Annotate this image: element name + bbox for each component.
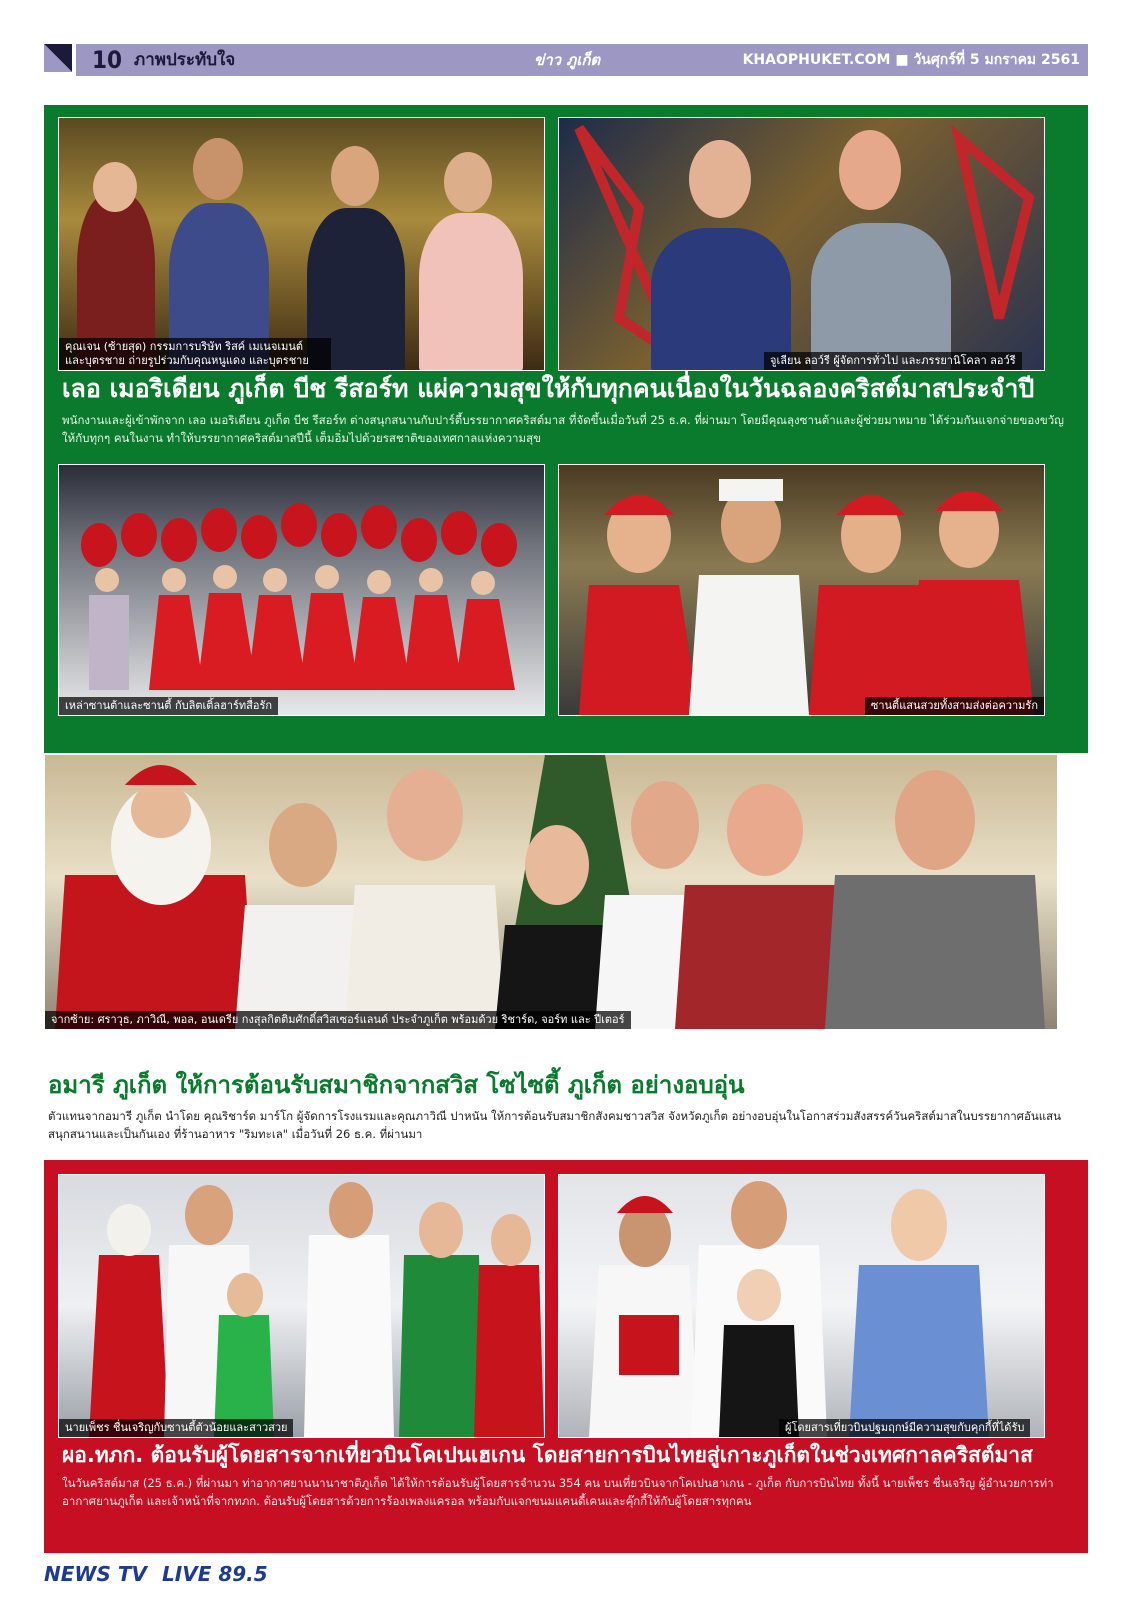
- story-title: ผอ.ทภก. ต้อนรับผู้โดยสารจากเที่ยวบินโคเปนเฮเกน โดยสายการบินไทยสู่เกาะภูเก็ตในช่วงเทศกาลคริสต์มาส: [62, 1443, 1033, 1467]
- news-tv-logo: NEWS TV: [44, 1562, 147, 1586]
- photo-caption: เหล่าซานต้าและซานตี้ กับลิตเติ้ลฮาร์ทสื่อรัก: [59, 697, 278, 715]
- photo-caption: ซานตี้แสนสวยทั้งสามส่งต่อความรัก: [865, 697, 1044, 715]
- photo-swiss-society-group: [44, 754, 1058, 1030]
- footer-logos: [44, 1562, 268, 1590]
- story-body: ตัวแทนจากอมารี ภูเก็ต นำโดย คุณริชาร์ด มาร์โก ผู้จัดการโรงแรมและคุณภาวิณี ปาหนัน ให้การต้อนรับสมาชิกสังคมชาวสวิส จังหวัดภูเก็ต อย่างอบอุ่นในโอกาสร่วมสังสรรค์วันคริสต์มาสในบรรยากาศอันแสนสนุกสนานและเป็นกันเอง ที่ร้านอาหาร "ริมทะเล" เมื่อวันที่ 26 ธ.ค. ที่ผ่านมา: [48, 1109, 1062, 1141]
- photo-caption: คุณเจน (ซ้ายสุด) กรรมการบริษัท ริสค์ เมเนจเมนต์ และบุตรชาย ถ่ายรูปร่วมกับคุณหนูแดง และบุตรชาย: [59, 338, 331, 370]
- corner-mark-icon: [44, 44, 72, 72]
- page-number: 10: [92, 46, 123, 74]
- story-body: พนักงานและผู้เข้าพักจาก เลอ เมอริเดียน ภูเก็ต บีช รีสอร์ท ต่างสนุกสนานกับปาร์ตี้บรรยากาศคริสต์มาส ที่จัดขึ้นเมื่อวันที่ 25 ธ.ค. ที่ผ่านมา โดยมีคุณลุงซานต้าและผู้ช่วยมาหมาย ได้ร่วมกันแจกจ่ายของขวัญให้กับทุกๆ คนในงาน ทำให้บรรยากาศคริสต์มาสปีนี้ เต็มอิ่มไปด้วยรสชาติของเทศกาลแห่งความสุข: [62, 413, 1064, 445]
- story-airport-panel: [44, 1160, 1088, 1553]
- photo-santa-group: [58, 464, 545, 716]
- photo-caption: ผู้โดยสารเที่ยวบินปฐมฤกษ์มีความสุขกับคุกกี้ที่ได้รับ: [779, 1419, 1030, 1437]
- photo-santy-girls: [558, 464, 1045, 716]
- photo-caption: จูเลียน ลอว์รี ผู้จัดการทั่วไป และภรรยานิโคลา ลอว์รี: [764, 352, 1022, 370]
- photo-family-group: [58, 117, 545, 371]
- photo-couple: [558, 117, 1045, 371]
- section-title: ภาพประทับใจ: [134, 50, 236, 70]
- story-le-meridien-panel: [44, 105, 1088, 753]
- photo-caption: จากซ้าย: ศราวุธ, ภาวิณี, พอล, อนเดรีย กงสุลกิตติมศักดิ์สวิสเซอร์แลนด์ ประจำภูเก็ต พร้อมด้วย ริชาร์ด, จอร์ท และ ปีเตอร์: [45, 1011, 631, 1029]
- photo-airport-santa: [58, 1174, 545, 1438]
- story-body: ในวันคริสต์มาส (25 ธ.ค.) ที่ผ่านมา ท่าอากาศยานนานาชาติภูเก็ต ได้ให้การต้อนรับผู้โดยสารจำนวน 354 คน บนเที่ยวบินจากโคเปนฮาเกน - ภูเก็ต กับการบินไทย ทั้งนี้ นายเพ็ชร ชื่นเจริญ ผู้อำนวยการท่าอากาศยานภูเก็ต และเจ้าหน้าที่จากทภก. ต้อนรับผู้โดยสารด้วยการร้องเพลงแครอล พร้อมกับแจกขนมแคนดี้เคนและคุ๊กกี้ให้กับผู้โดยสารทุกคน: [62, 1476, 1054, 1508]
- live-radio-logo: LIVE 89.5: [162, 1562, 268, 1586]
- photo-caption: นายเพ็ชร ชื่นเจริญกับซานตี้ตัวน้อยและสาวสวย: [59, 1419, 293, 1437]
- site-date: KHAOPHUKET.COM ■ วันศุกร์ที่ 5 มกราคม 2561: [742, 52, 1080, 68]
- story-title: เลอ เมอริเดียน ภูเก็ต บีช รีสอร์ท แผ่ความสุขให้กับทุกคนเนื่องในวันฉลองคริสต์มาสประจำปี: [62, 374, 1035, 403]
- newspaper-logo: ข่าว ภูเก็ต: [534, 51, 601, 69]
- photo-passengers-welcome: [558, 1174, 1045, 1438]
- story-title: อมารี ภูเก็ต ให้การต้อนรับสมาชิกจากสวิส โซไซตี้ ภูเก็ต อย่างอบอุ่น: [48, 1071, 745, 1099]
